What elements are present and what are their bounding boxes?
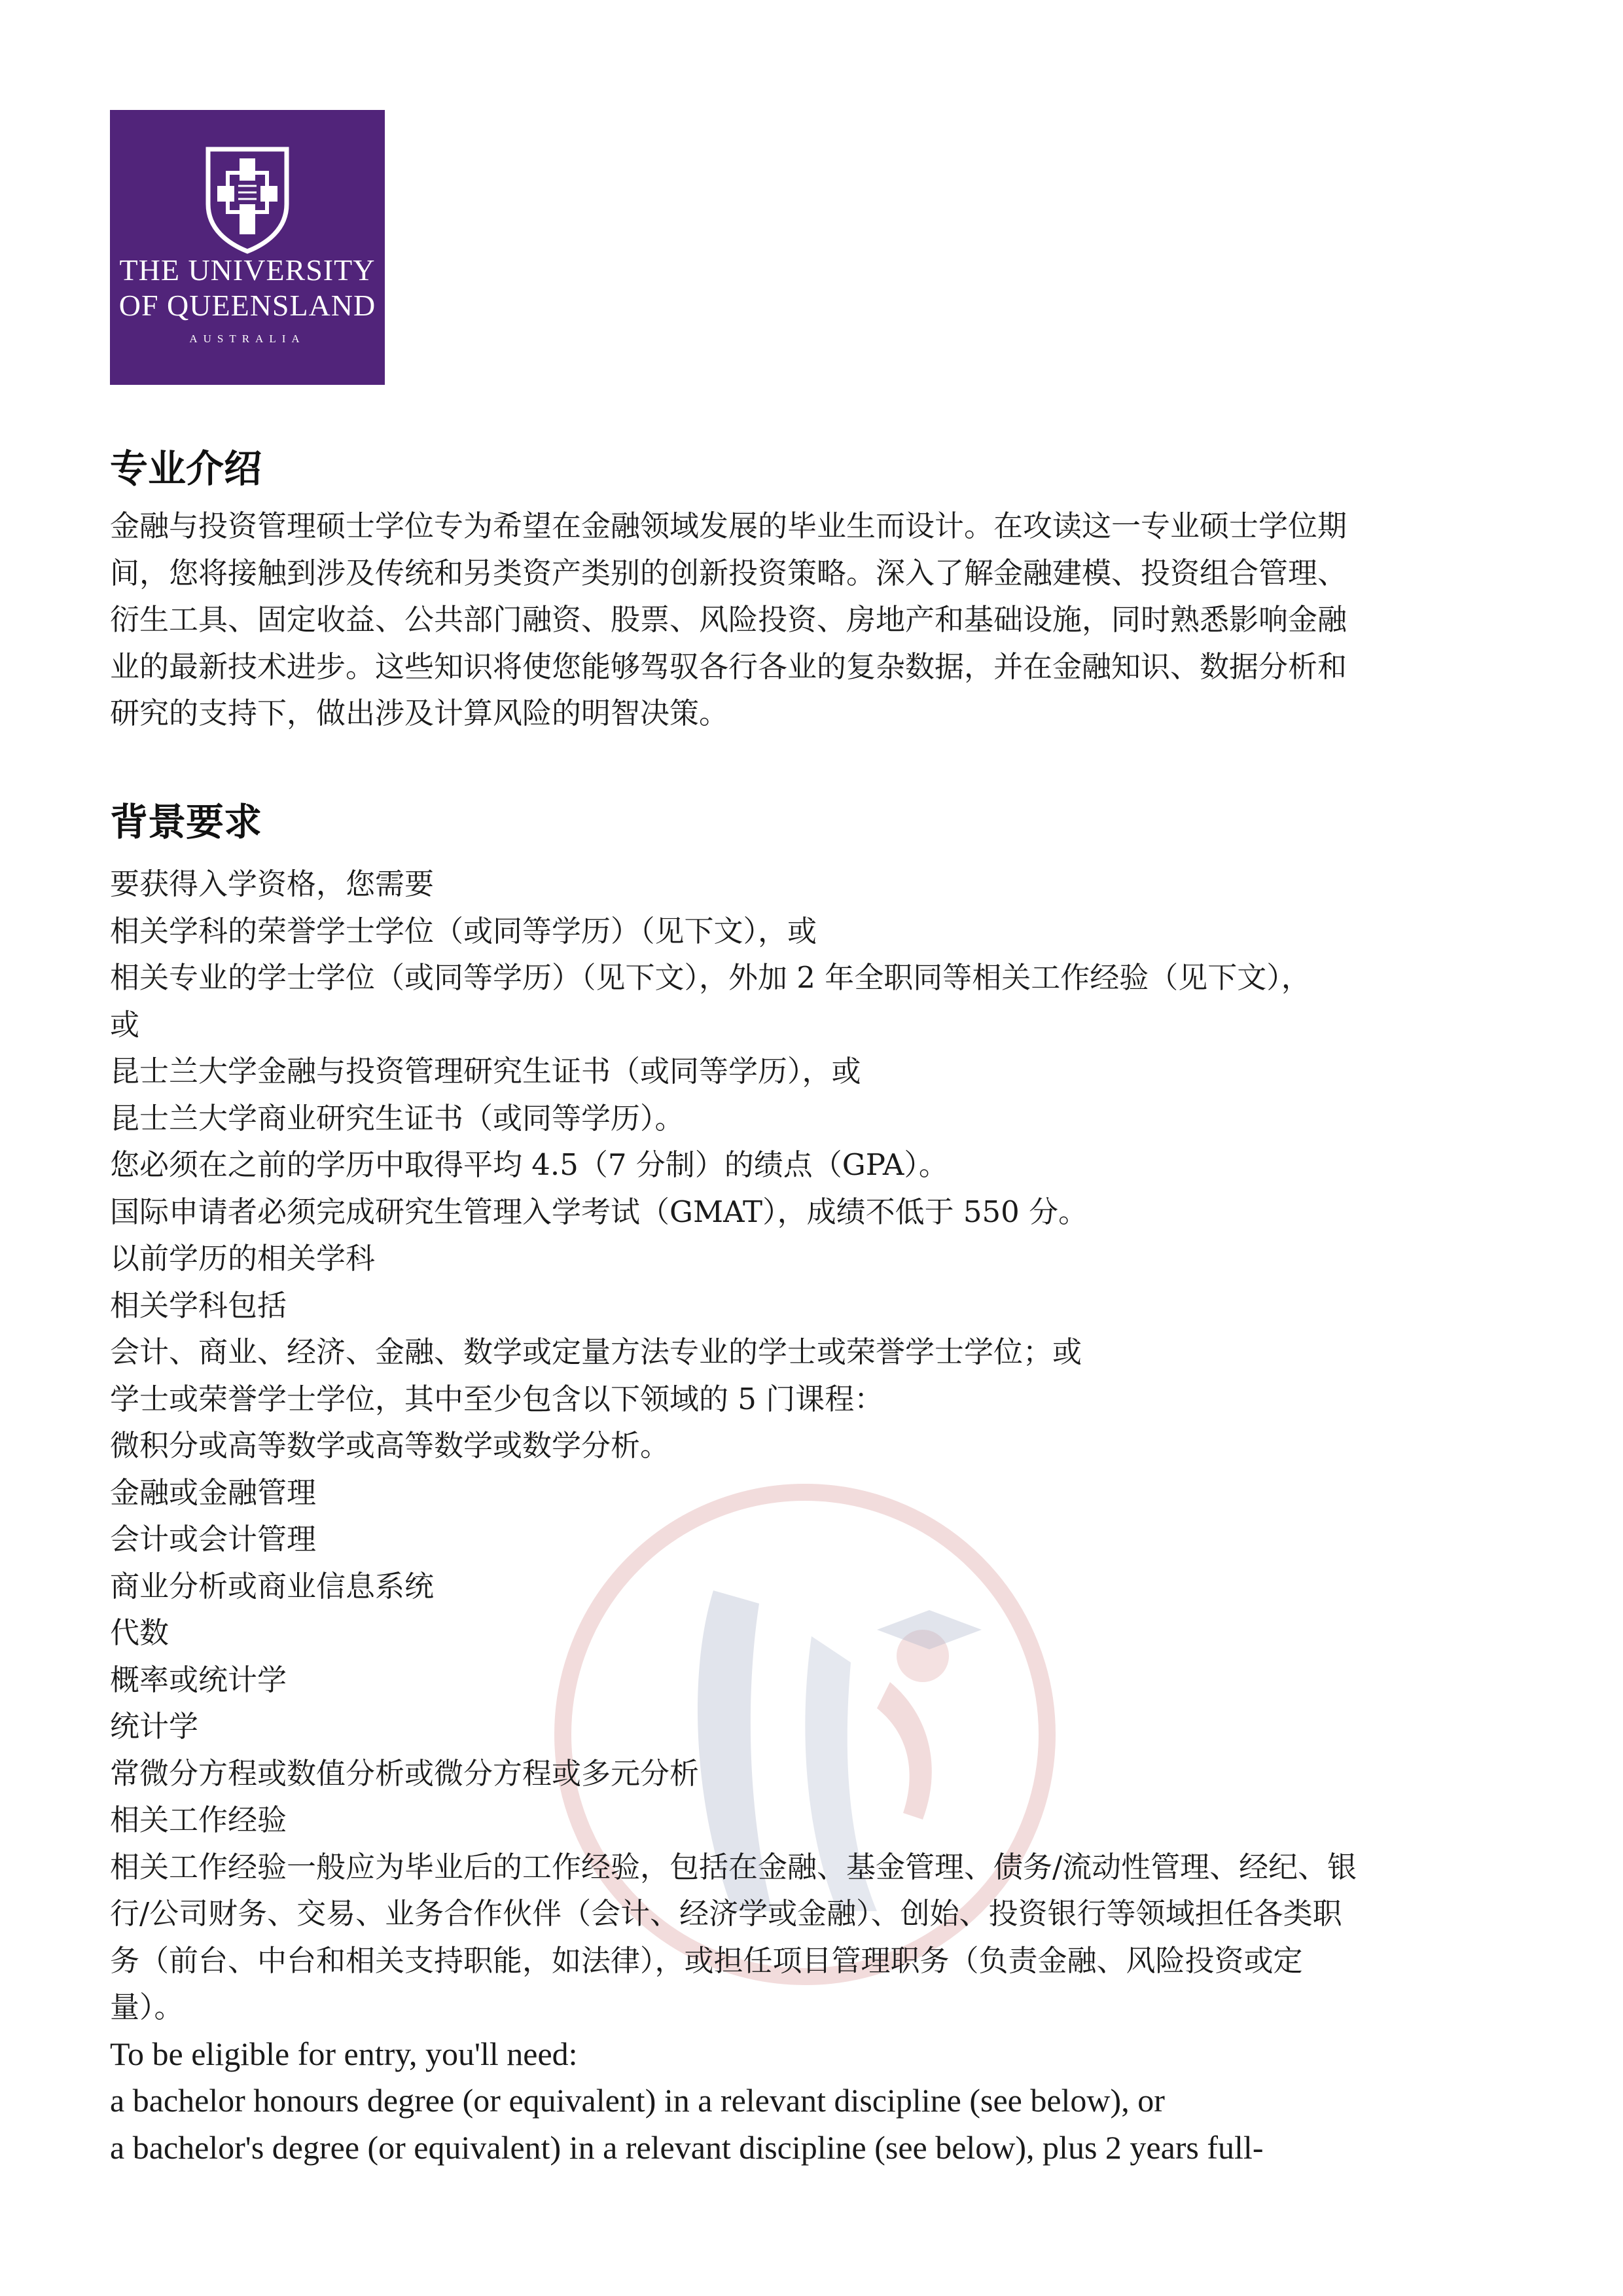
requirement-line: 相关工作经验 [110, 1803, 287, 1837]
requirement-line: 金融或金融管理 [110, 1475, 317, 1510]
requirement-line: 学士或荣誉学士学位，其中至少包含以下领域的 5 门课程： [110, 1381, 884, 1416]
logo-text-line1: THE UNIVERSITY [119, 253, 376, 287]
logo-text-line3: AUSTRALIA [189, 332, 306, 345]
intro-line: 间，您将接触到涉及传统和另类资产类别的创新投资策略。深入了解金融建模、投资组合管理、 [110, 555, 1347, 590]
requirement-line: 相关专业的学士学位（或同等学历）（见下文），外加 2 年全职同等相关工作经验（见下文）， [110, 960, 1311, 995]
intro-line: 业的最新技术进步。这些知识将使您能够驾驭各行各业的复杂数据，并在金融知识、数据分析和 [110, 649, 1347, 684]
english-requirement-line: a bachelor's degree (or equivalent) in a relevant discipline (see below), plus 2 years full- [110, 2128, 1264, 2166]
english-requirement-line: To be eligible for entry, you'll need: [110, 2035, 578, 2072]
logo-text-line2: OF QUEENSLAND [118, 289, 376, 322]
requirement-line: 相关学科包括 [110, 1287, 287, 1323]
requirement-line: 务（前台、中台和相关支持职能，如法律），或担任项目管理职务（负责金融、风险投资或定 [110, 1943, 1303, 1978]
university-logo [110, 110, 385, 385]
requirement-line: 商业分析或商业信息系统 [110, 1568, 435, 1604]
requirement-line: 国际申请者必须完成研究生管理入学考试（GMAT），成绩不低于 550 分。 [110, 1194, 1088, 1229]
requirement-line: 概率或统计学 [110, 1662, 287, 1697]
section-heading-intro: 专业介绍 [110, 446, 262, 491]
intro-line: 研究的支持下，做出涉及计算风险的明智决策。 [110, 696, 729, 730]
intro-line: 金融与投资管理硕士学位专为希望在金融领域发展的毕业生而设计。在攻读这一专业硕士学位期 [110, 509, 1347, 543]
requirement-line: 您必须在之前的学历中取得平均 4.5（7 分制）的绩点（GPA）。 [110, 1147, 948, 1182]
intro-line: 衍生工具、固定收益、公共部门融资、股票、风险投资、房地产和基础设施，同时熟悉影响金融 [110, 602, 1347, 637]
requirement-line: 相关工作经验一般应为毕业后的工作经验，包括在金融、基金管理、债务/流动性管理、经纪、银 [110, 1849, 1357, 1884]
intro-paragraph [110, 503, 1517, 737]
requirement-line: 相关学科的荣誉学士学位（或同等学历）（见下文），或 [110, 913, 817, 948]
requirement-line: 以前学历的相关学科 [110, 1241, 376, 1276]
requirement-line: 昆士兰大学金融与投资管理研究生证书（或同等学历），或 [110, 1054, 861, 1088]
requirement-line: 或 [110, 1007, 140, 1042]
requirement-line: 代数 [110, 1615, 169, 1650]
requirement-line: 量）。 [110, 1990, 184, 2024]
requirement-line: 昆士兰大学商业研究生证书（或同等学历）。 [110, 1100, 685, 1136]
requirement-line: 统计学 [110, 1709, 199, 1744]
requirement-line: 会计或会计管理 [110, 1522, 317, 1556]
english-requirement-line: a bachelor honours degree (or equivalent) in a relevant discipline (see below), or [110, 2082, 1165, 2119]
section-heading-requirements: 背景要求 [110, 800, 262, 844]
requirement-line: 微积分或高等数学或高等数学或数学分析。 [110, 1428, 670, 1463]
requirements-list [110, 861, 1537, 2171]
requirement-line: 要获得入学资格，您需要 [110, 867, 435, 901]
requirement-line: 会计、商业、经济、金融、数学或定量方法专业的学士或荣誉学士学位；或 [110, 1335, 1082, 1369]
requirement-line: 常微分方程或数值分析或微分方程或多元分析 [110, 1755, 700, 1791]
shield-crest-icon [202, 144, 293, 255]
requirement-line: 行/公司财务、交易、业务合作伙伴（会计、经济学或金融）、创始、投资银行等领域担任各类职 [110, 1896, 1342, 1931]
